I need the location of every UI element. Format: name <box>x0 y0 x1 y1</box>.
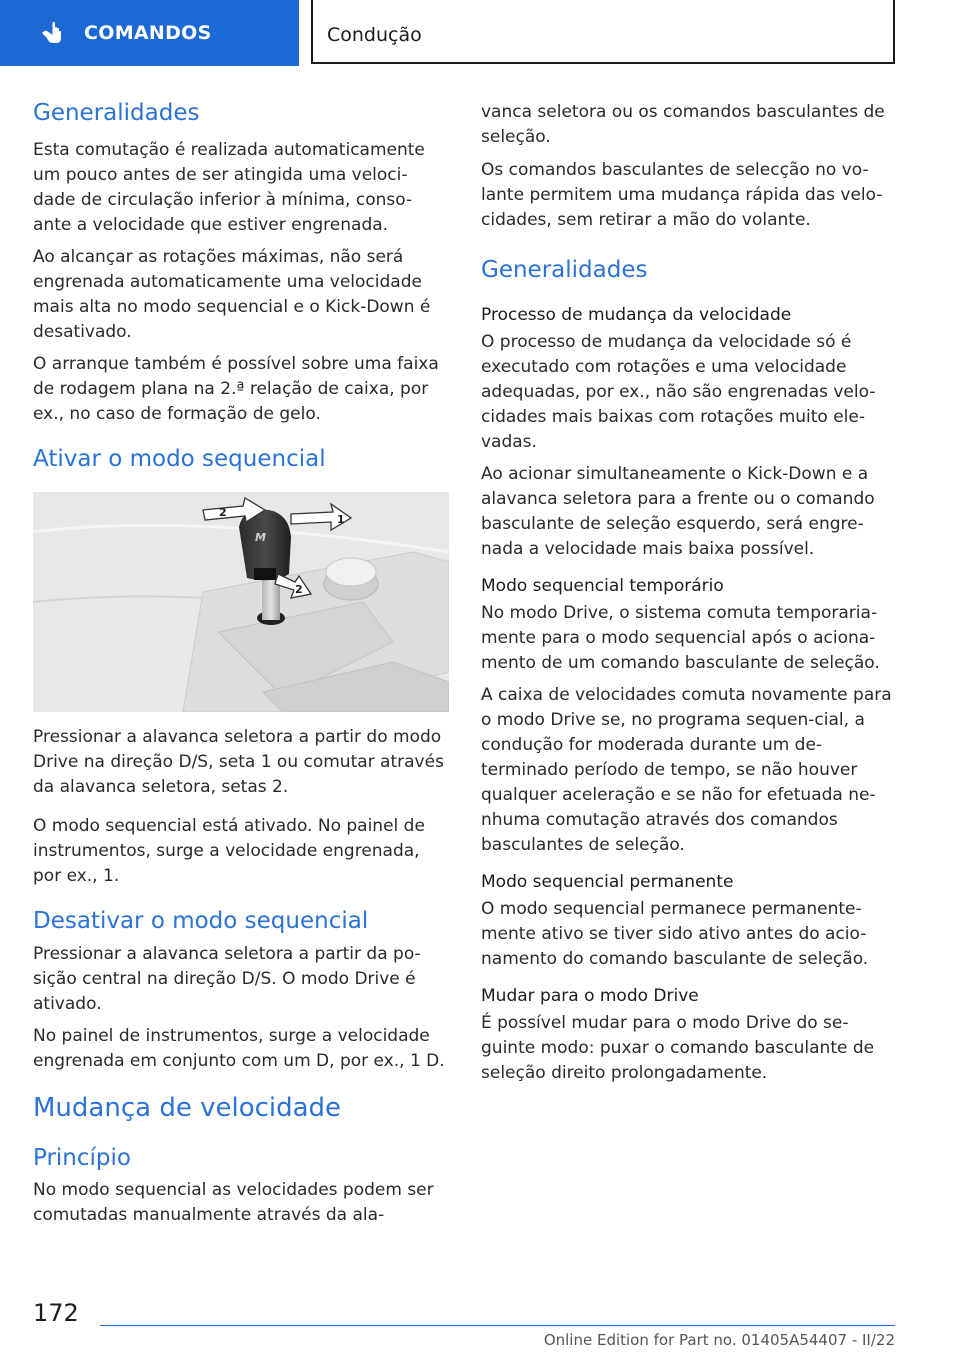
left-column <box>33 98 449 1228</box>
paragraph: O modo sequencial está ativado. No painel de instrumentos, surge a velocidade engrenada, por ex., 1. <box>33 816 425 886</box>
heading-desativar-modo-sequencial: Desativar o modo sequencial <box>33 908 369 934</box>
figure-label-2b: 2 <box>295 583 303 596</box>
page-header <box>0 0 960 66</box>
figure-label-2a: 2 <box>219 506 227 519</box>
chapter-tab[interactable] <box>311 0 895 64</box>
subheading-modo-sequencial-permanente: Modo sequencial permanente <box>481 872 734 892</box>
paragraph: Pressionar a alavanca seletora a partir da po-sição central na direção D/S. O modo Drive é ativado. <box>33 944 421 1014</box>
figure-label-1: 1 <box>337 513 345 526</box>
paragraph: Ao alcançar as rotações máximas, não será engrenada automaticamente uma velocidade mais alta no modo sequencial e o Kick-Down é desativado. <box>33 247 431 342</box>
section-tab[interactable] <box>0 0 299 66</box>
gear-selector-drawing <box>33 492 449 712</box>
page-number: 172 <box>33 1299 79 1327</box>
paragraph: No modo sequencial as velocidades podem ser comutadas manualmente através da ala- <box>33 1180 434 1225</box>
paragraph: Pressionar a alavanca seletora a partir do modo Drive na direção D/S, seta 1 ou comutar através da alavanca seletora, setas 2. <box>33 727 444 797</box>
right-column <box>481 98 897 1086</box>
subheading-processo-de-mudanca: Processo de mudança da velocidade <box>481 305 792 325</box>
paragraph: A caixa de velocidades comuta novamente para o modo Drive se, no programa sequen-cial, a condução for moderada durante um de-terminado período de tempo, se não houver qualquer aceleração e se não for efetuada ne-nhuma comutação através dos comandos basculantes de seleção. <box>481 685 892 855</box>
heading-principio: Princípio <box>33 1145 131 1171</box>
paragraph: Os comandos basculantes de selecção no vo-lante permitem uma mudança rápida das velo-cidades, sem retirar a mão do volante. <box>481 160 883 230</box>
lever-badge: M <box>255 531 266 544</box>
paragraph: O modo sequencial permanece permanente-mente ativo se tiver sido ativo antes do acio-namento do comando basculante de seleção. <box>481 899 869 969</box>
paragraph: O arranque também é possível sobre uma faixa de rodagem plana na 2.ª relação de caixa, por ex., no caso de formação de gelo. <box>33 354 439 424</box>
paragraph: Ao acionar simultaneamente o Kick-Down e a alavanca seletora para a frente ou o comando basculante de seleção esquerdo, será engre-nada a velocidade mais baixa possível. <box>481 464 875 559</box>
gear-selector-illustration <box>33 492 449 712</box>
paragraph: No modo Drive, o sistema comuta temporaria-mente para o modo sequencial após o aciona-mento de um comando basculante de seleção. <box>481 603 880 673</box>
paragraph: vanca seletora ou os comandos basculantes de seleção. <box>481 102 885 147</box>
subheading-modo-sequencial-temporario: Modo sequencial temporário <box>481 576 724 596</box>
paragraph: Esta comutação é realizada automaticamente um pouco antes de ser atingida uma veloci-dade de circulação inferior à mínima, conso-ante a velocidade que estiver engrenada. <box>33 140 425 235</box>
subheading-mudar-para-modo-drive: Mudar para o modo Drive <box>481 986 699 1006</box>
footer-edition-text: Online Edition for Part no. 01405A54407 - II/22 <box>543 1331 895 1349</box>
hand-pointer-icon <box>38 20 64 46</box>
section-label: COMANDOS <box>84 22 212 44</box>
heading-ativar-modo-sequencial: Ativar o modo sequencial <box>33 446 326 472</box>
footer-divider <box>100 1325 895 1326</box>
paragraph: O processo de mudança da velocidade só é executado com rotações e uma velocidade adequadas, por ex., não são engrenadas velo-cidades mais baixas com rotações muito ele-vadas. <box>481 332 876 452</box>
paragraph: No painel de instrumentos, surge a velocidade engrenada em conjunto com um D, por ex., 1 D. <box>33 1026 445 1071</box>
chapter-label: Condução <box>327 24 422 46</box>
paragraph: É possível mudar para o modo Drive do se-guinte modo: puxar o comando basculante de seleção direito prolongadamente. <box>481 1013 875 1083</box>
heading-generalidades: Generalidades <box>33 100 200 126</box>
heading-generalidades: Generalidades <box>481 257 648 283</box>
heading-mudanca-de-velocidade: Mudança de velocidade <box>33 1093 342 1123</box>
